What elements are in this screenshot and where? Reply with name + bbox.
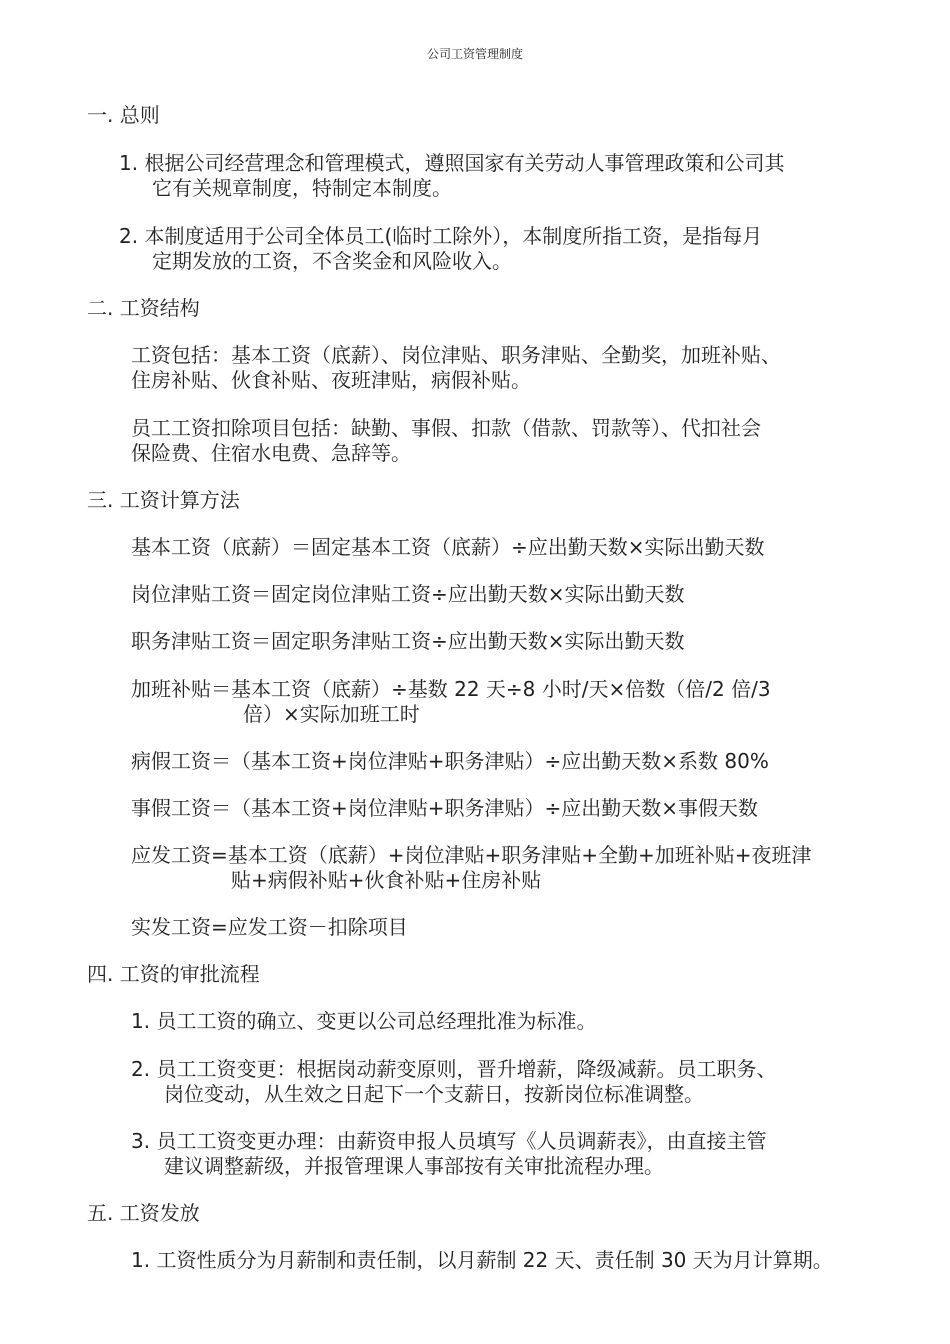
formula-base-salary: 基本工资（底薪）＝固定基本工资（底薪）÷应出勤天数×实际出勤天数 [131,535,765,559]
approval-item-2-line-2: 岗位变动，从生效之日起下一个支薪日，按新岗位标准调整。 [164,1082,704,1106]
general-item-2-line-2: 定期发放的工资，不含奖金和风险收入。 [152,249,512,273]
formula-sick-leave: 病假工资＝（基本工资+岗位津贴+职务津贴）÷应出勤天数×系数 80% [131,749,769,773]
deduction-items-line-2: 保险费、住宿水电费、急辞等。 [131,441,411,465]
approval-item-3-line-1: 3. 员工工资变更办理：由薪资申报人员填写《人员调薪表》，由直接主管 [131,1129,767,1153]
section-heading-approval: 四. 工资的审批流程 [87,962,260,986]
formula-gross-pay-line-1: 应发工资=基本工资（底薪）+岗位津贴+职务津贴+全勤+加班补贴+夜班津 [131,843,812,867]
section-heading-payment: 五. 工资发放 [87,1201,200,1225]
formula-position-allowance: 岗位津贴工资＝固定岗位津贴工资÷应出勤天数×实际出勤天数 [131,582,685,606]
formula-overtime-line-2: 倍）×实际加班工时 [243,702,420,726]
general-item-1-line-2: 它有关规章制度，特制定本制度。 [152,176,452,200]
salary-components-line-2: 住房补贴、伙食补贴、夜班津贴，病假补贴。 [131,368,531,392]
section-heading-general: 一. 总则 [87,103,160,127]
formula-duty-allowance: 职务津贴工资＝固定职务津贴工资÷应出勤天数×实际出勤天数 [131,629,685,653]
deduction-items-line-1: 员工工资扣除项目包括：缺勤、事假、扣款（借款、罚款等）、代扣社会 [131,416,761,440]
formula-net-pay: 实发工资=应发工资－扣除项目 [131,915,408,939]
section-heading-salary-structure: 二. 工资结构 [87,296,200,320]
document-title: 公司工资管理制度 [426,47,523,61]
formula-overtime-line-1: 加班补贴＝基本工资（底薪）÷基数 22 天÷8 小时/天×倍数（倍/2 倍/3 [131,677,771,701]
section-heading-calculation: 三. 工资计算方法 [87,488,240,512]
formula-personal-leave: 事假工资＝（基本工资+岗位津贴+职务津贴）÷应出勤天数×事假天数 [131,796,759,820]
approval-item-3-line-2: 建议调整薪级，并报管理课人事部按有关审批流程办理。 [164,1154,664,1178]
payment-item-1: 1. 工资性质分为月薪制和责任制，以月薪制 22 天、责任制 30 天为月计算期。 [131,1248,833,1272]
general-item-1-line-1: 1. 根据公司经营理念和管理模式，遵照国家有关劳动人事管理政策和公司其 [119,151,785,175]
general-item-2-line-1: 2. 本制度适用于公司全体员工(临时工除外），本制度所指工资，是指每月 [119,224,763,248]
salary-components-line-1: 工资包括：基本工资（底薪）、岗位津贴、职务津贴、全勤奖，加班补贴、 [131,343,781,367]
formula-gross-pay-line-2: 贴+病假补贴+伙食补贴+住房补贴 [231,868,542,892]
approval-item-1: 1. 员工工资的确立、变更以公司总经理批准为标准。 [131,1009,597,1033]
approval-item-2-line-1: 2. 员工工资变更：根据岗动薪变原则，晋升增薪，降级减薪。员工职务、 [131,1057,777,1081]
